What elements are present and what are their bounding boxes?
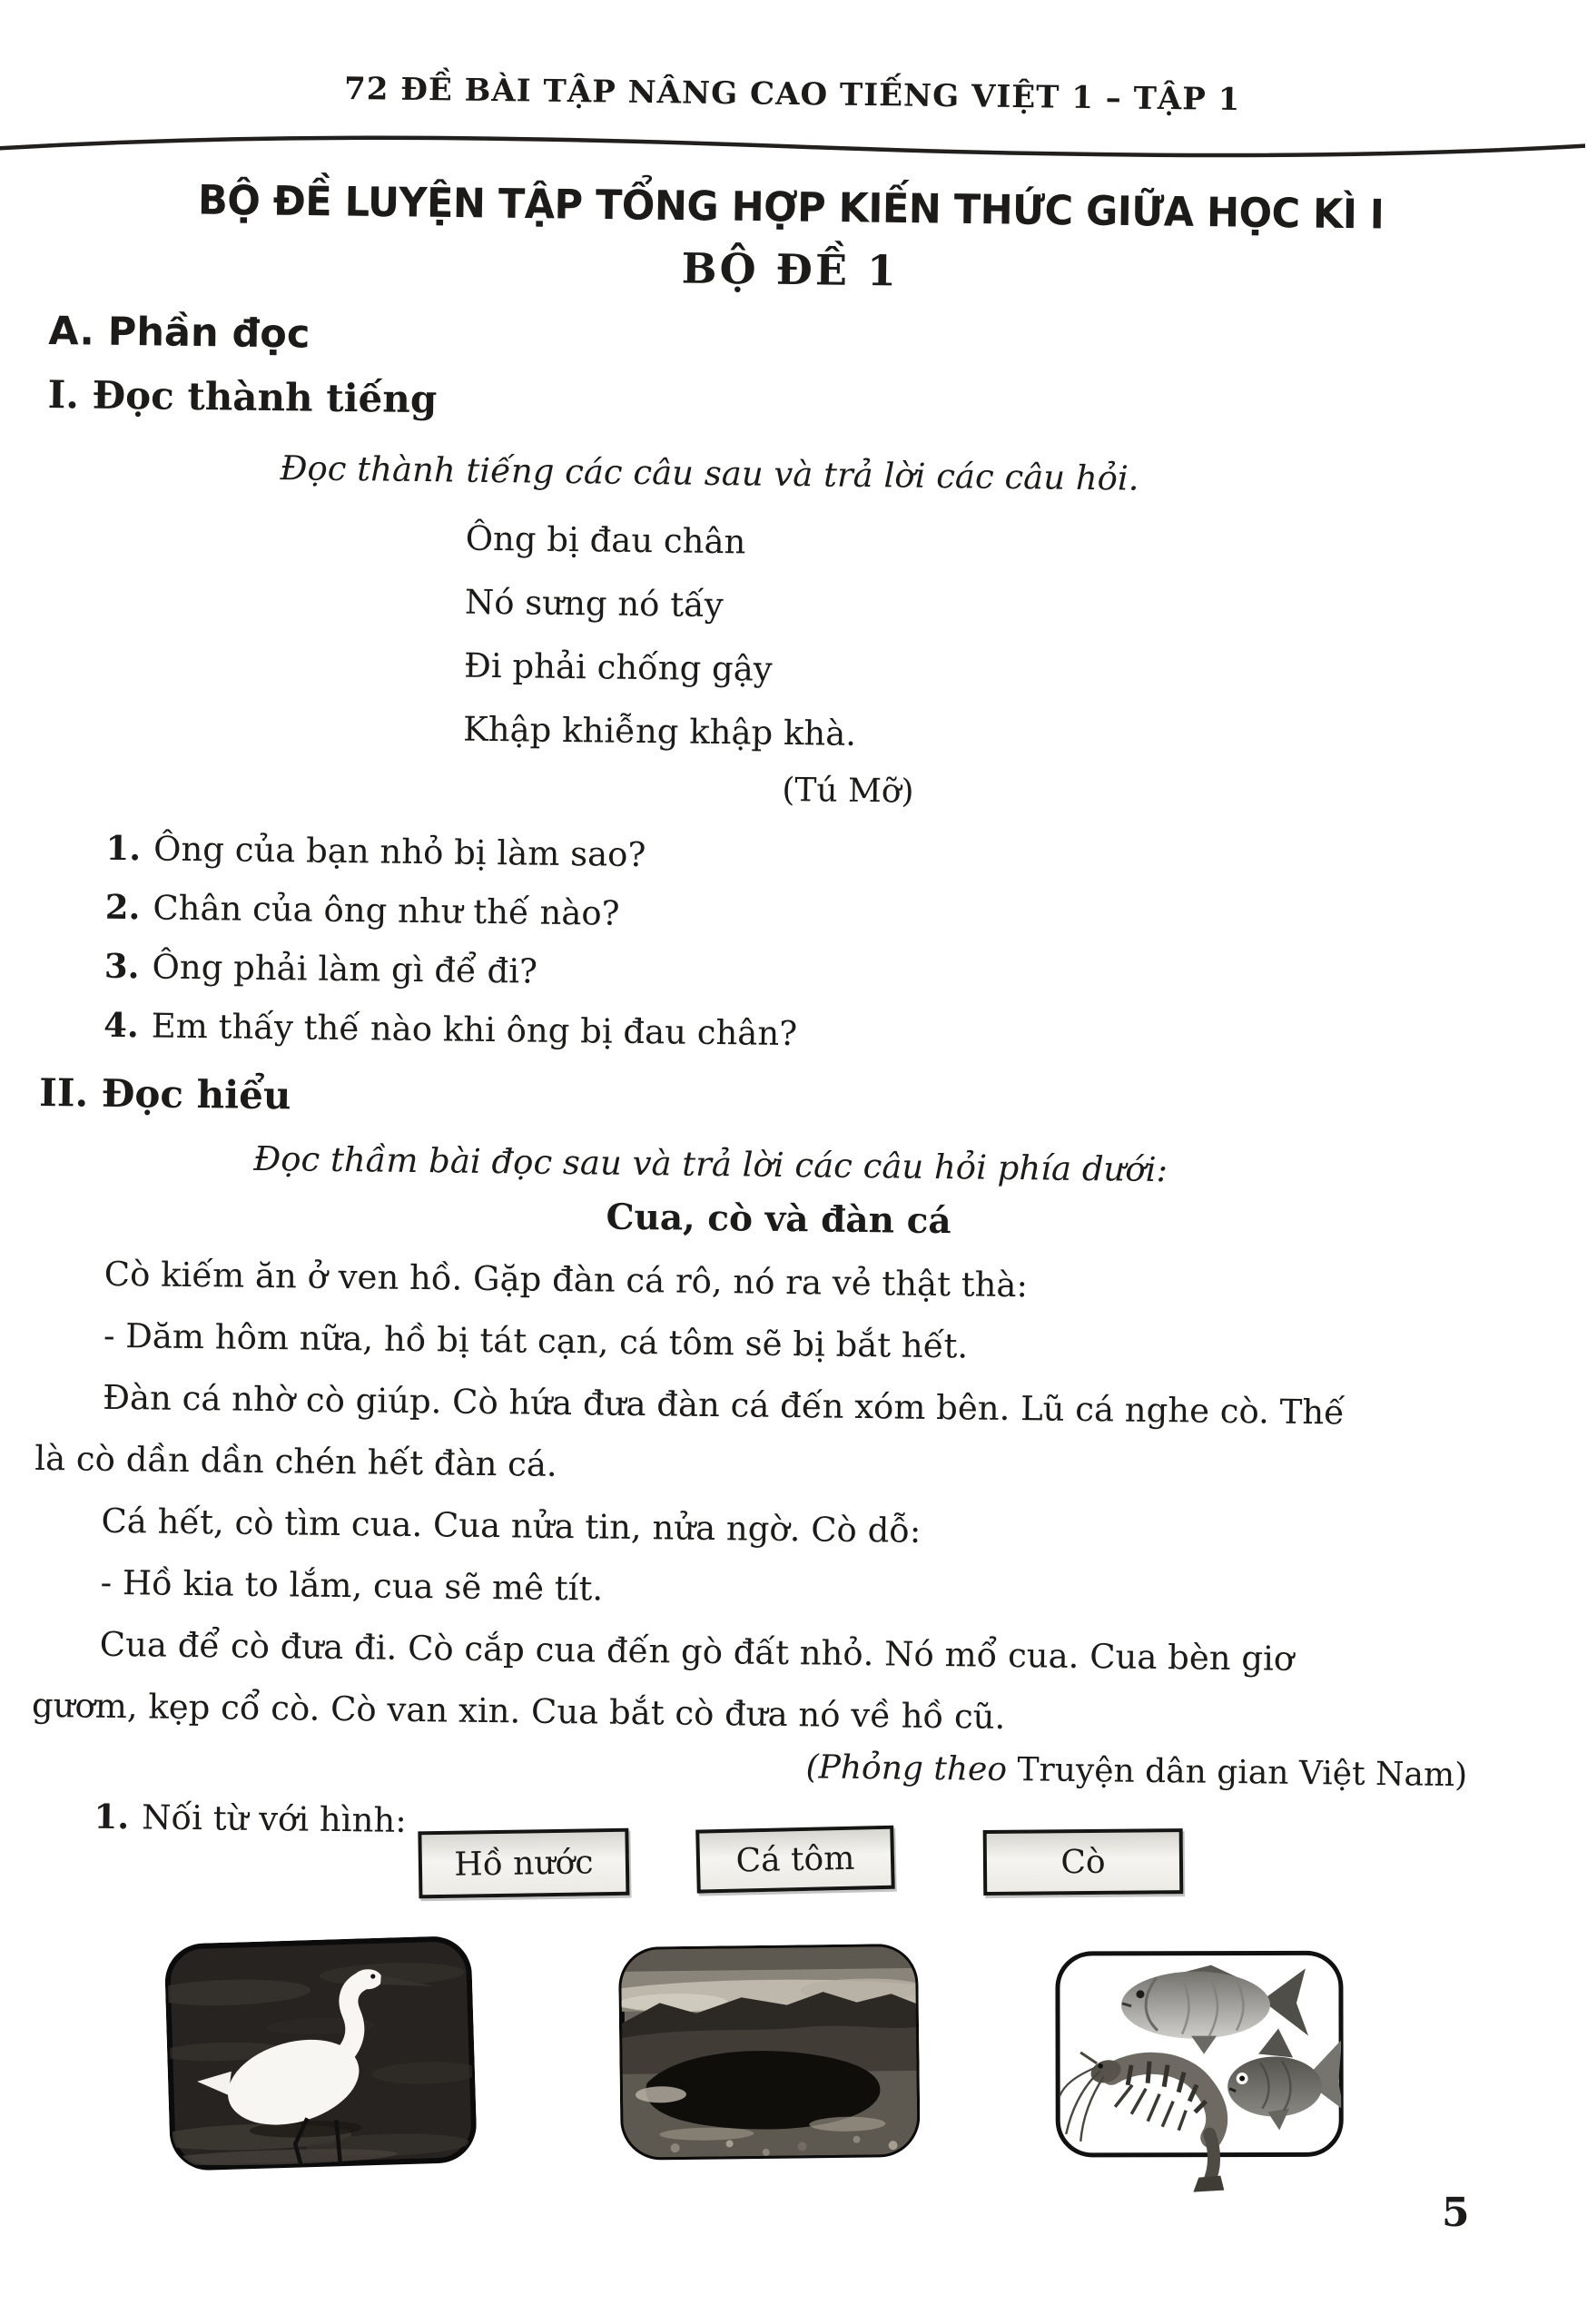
story-line: là cò dần dần chén hết đàn cá. [34, 1438, 557, 1484]
poem-line: Khập khiễng khập khà. [462, 709, 857, 753]
fish-shrimp-photo [1055, 1950, 1344, 2196]
header-rule [0, 123, 1585, 172]
series-title: BỘ ĐỀ LUYỆN TẬP TỔNG HỢP KIẾN THỨC GIỮA HỌC KÌ I [197, 177, 1385, 239]
story-line: Cá hết, cò tìm cua. Cua nửa tin, nửa ngờ. Cò dỗ: [101, 1501, 922, 1551]
lake-photo [618, 1944, 921, 2162]
story-line: - Dăm hôm nữa, hồ bị tát cạn, cá tôm sẽ bị bắt hết. [103, 1315, 969, 1366]
photos-row [0, 1935, 1563, 2200]
poem-line: Ông bị đau chân [465, 518, 746, 562]
attribution-source-italic: (Phỏng theo [805, 1748, 1008, 1789]
question-text: Ông của bạn nhỏ bị làm sao? [153, 829, 646, 875]
exercise-1 [0, 1792, 1565, 1909]
exercise-text: Nối từ với hình: [141, 1797, 408, 1840]
word-box-co [983, 1828, 1184, 1896]
story-line: - Hồ kia to lắm, cua sẽ mê tít. [100, 1562, 604, 1609]
word-box-ca-tom [695, 1826, 895, 1894]
reading-aloud-heading: I. Đọc thành tiếng [47, 371, 438, 422]
word-box-ho-nuoc [419, 1828, 630, 1899]
attribution-source-rest: Truyện dân gian Việt Nam) [1006, 1751, 1468, 1795]
story-text [0, 1242, 1572, 1755]
comprehension-instruction: Đọc thầm bài đọc sau và trả lời các câu hỏi phía dưới: [253, 1138, 1168, 1190]
set-title: BỘ ĐỀ 1 [681, 243, 900, 296]
question-number: 2. [104, 886, 141, 928]
egret-photo [164, 1935, 478, 2173]
poem [0, 501, 1581, 822]
reading-aloud-questions [0, 817, 1577, 1072]
word-box-label: Hồ nước [454, 1843, 595, 1884]
question-number: 1. [105, 827, 142, 869]
word-box-label: Cò [1060, 1843, 1107, 1881]
reading-comprehension-heading: II. Đọc hiểu [38, 1069, 291, 1118]
question-number: 4. [103, 1004, 140, 1046]
poem-line: Đi phải chống gậy [463, 645, 774, 689]
part-a-heading: A. Phần đọc [48, 309, 310, 358]
question-number: 3. [104, 945, 140, 987]
running-header: 72 ĐỀ BÀI TẬP NÂNG CAO TIẾNG VIỆT 1 – TẬP 1 [343, 70, 1241, 119]
exercise-label [94, 1794, 407, 1844]
story-line: gươm, kẹp cổ cò. Cò van xin. Cua bắt cò đưa nó về hồ cũ. [31, 1685, 1006, 1737]
word-box-label: Cá tôm [735, 1839, 856, 1880]
question-text: Ông phải làm gì để đi? [152, 947, 538, 991]
story-line: Đàn cá nhờ cò giúp. Cò hứa đưa đàn cá đến xóm bên. Lũ cá nghe cò. Thế [102, 1377, 1346, 1433]
story-line: Cua để cò đưa đi. Cò cắp cua đến gò đất nhỏ. Nó mổ cua. Cua bèn giơ [99, 1624, 1295, 1679]
reading-aloud-instruction: Đọc thành tiếng các câu sau và trả lời các câu hỏi. [280, 448, 1139, 498]
story-line: Cò kiếm ăn ở ven hồ. Gặp đàn cá rô, nó ra vẻ thật thà: [104, 1254, 1029, 1305]
question-text: Em thấy thế nào khi ông bị đau chân? [151, 1006, 798, 1054]
story-title: Cua, cò và đàn cá [606, 1196, 951, 1243]
poem-line: Nó sưng nó tấy [464, 582, 724, 625]
poem-author: (Tú Mỡ) [782, 771, 914, 811]
exercise-number: 1. [94, 1796, 130, 1837]
question-text: Chân của ông như thế nào? [153, 888, 620, 933]
page-number: 5 [1442, 2190, 1470, 2236]
